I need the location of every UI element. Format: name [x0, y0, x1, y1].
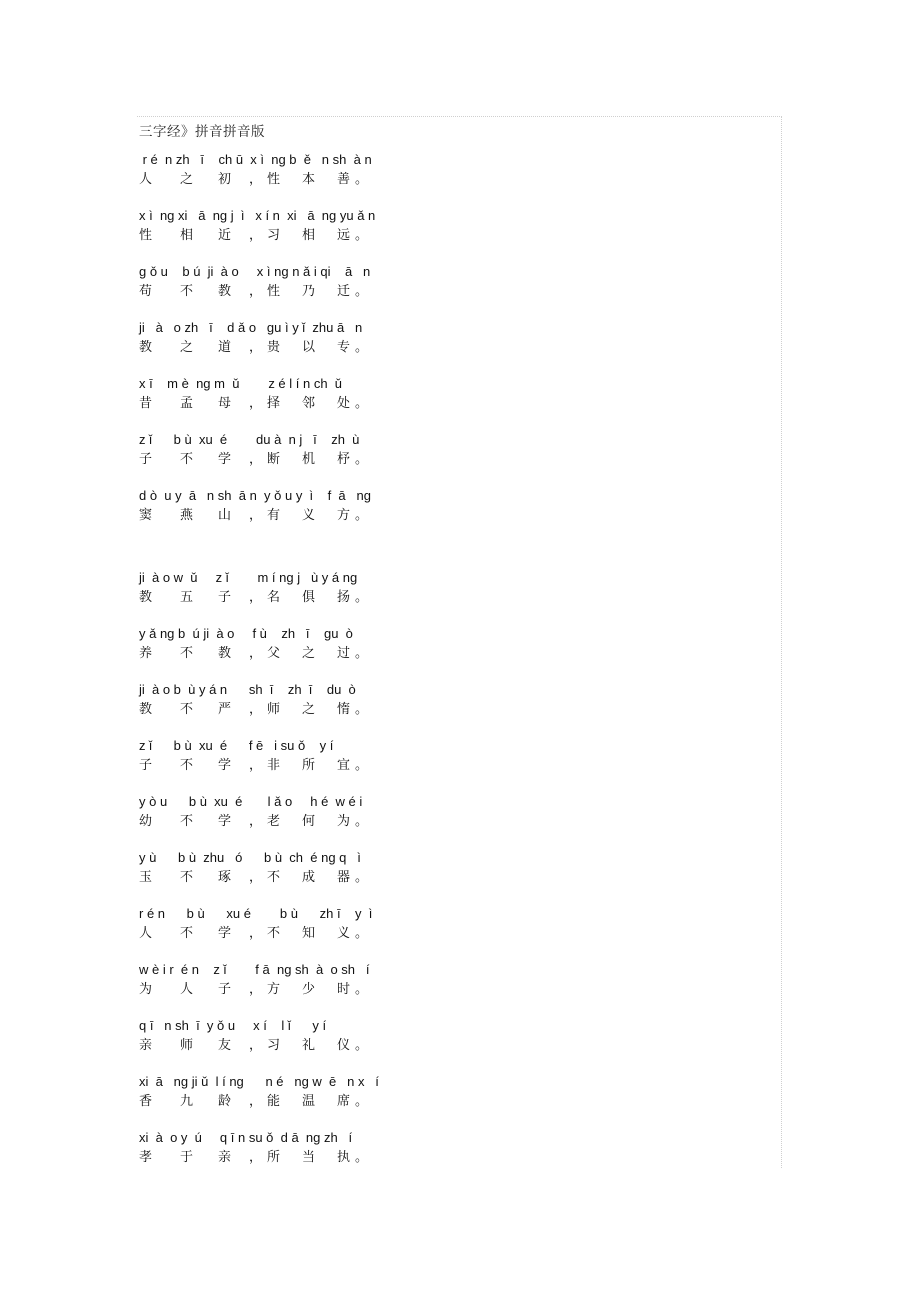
hanzi-char: ，	[249, 646, 263, 661]
hanzi-char: 苟	[139, 284, 153, 299]
hanzi-char: ，	[249, 758, 263, 773]
hanzi-char: ，	[249, 926, 263, 941]
hanzi-char: 为	[337, 814, 351, 829]
hanzi-char: 九	[180, 1094, 194, 1109]
hanzi-char: 琢	[218, 870, 232, 885]
hanzi-char: 学	[218, 452, 232, 467]
hanzi-char: 器	[337, 870, 351, 885]
hanzi-char: 教	[139, 702, 153, 717]
hanzi-char: ，	[249, 702, 263, 717]
hanzi-char: 母	[218, 396, 232, 411]
hanzi-line	[139, 1036, 439, 1056]
hanzi-char: 人	[180, 982, 194, 997]
hanzi-char: 义	[337, 926, 351, 941]
hanzi-char: 教	[139, 340, 153, 355]
hanzi-char: 不	[180, 646, 194, 661]
verse	[139, 1072, 439, 1112]
hanzi-char: 之	[302, 646, 316, 661]
hanzi-char: 。	[355, 758, 369, 773]
hanzi-char: 名	[267, 590, 281, 605]
hanzi-char: 学	[218, 758, 232, 773]
hanzi-char: ，	[249, 508, 263, 523]
hanzi-char: 习	[267, 1038, 281, 1053]
hanzi-char: 之	[180, 172, 194, 187]
hanzi-char: 学	[218, 926, 232, 941]
hanzi-char: 本	[302, 172, 316, 187]
verse	[139, 262, 439, 302]
hanzi-line	[139, 644, 439, 664]
hanzi-char: 礼	[302, 1038, 316, 1053]
hanzi-line	[139, 756, 439, 776]
hanzi-char: 玉	[139, 870, 153, 885]
pinyin-line: d ò u y ā n sh ā n y ǒ u y ì f ā ng	[139, 488, 371, 503]
hanzi-line	[139, 338, 439, 358]
pinyin-line: z ǐ b ù xu é f ē i su ǒ y í	[139, 738, 334, 753]
hanzi-char: ，	[249, 982, 263, 997]
hanzi-char: ，	[249, 870, 263, 885]
hanzi-char: 机	[302, 452, 316, 467]
hanzi-char: 所	[302, 758, 316, 773]
hanzi-char: 何	[302, 814, 316, 829]
verse	[139, 1128, 439, 1168]
hanzi-line	[139, 868, 439, 888]
verse	[139, 736, 439, 776]
pinyin-line: ji à o w ǔ z ǐ m í ng j ù y á ng	[139, 570, 358, 585]
hanzi-line	[139, 812, 439, 832]
hanzi-char: 方	[267, 982, 281, 997]
hanzi-char: 知	[302, 926, 316, 941]
hanzi-char: 不	[180, 702, 194, 717]
hanzi-char: 远	[337, 228, 351, 243]
hanzi-char: 龄	[218, 1094, 232, 1109]
hanzi-char: 。	[355, 452, 369, 467]
document-title: 三字经》拼音拼音版	[139, 124, 265, 140]
hanzi-char: 相	[302, 228, 316, 243]
hanzi-line	[139, 980, 439, 1000]
pinyin-line: g ǒ u b ú ji à o x ì ng n ǎ i qi ā n	[139, 264, 371, 279]
hanzi-char: 非	[267, 758, 281, 773]
hanzi-char: 不	[267, 870, 281, 885]
hanzi-char: ，	[249, 814, 263, 829]
hanzi-char: 。	[355, 1038, 369, 1053]
hanzi-char: 严	[218, 702, 232, 717]
verse	[139, 150, 439, 190]
pinyin-line: x ī m è ng m ǔ z é l í n ch ǔ	[139, 376, 343, 391]
pinyin-line: y ù b ù zhu ó b ù ch é ng q ì	[139, 850, 361, 865]
hanzi-char: ，	[249, 1094, 263, 1109]
verse	[139, 680, 439, 720]
hanzi-char: 于	[180, 1150, 194, 1165]
hanzi-char: ，	[249, 1150, 263, 1165]
pinyin-line: y ǎ ng b ú ji à o f ù zh ī gu ò	[139, 626, 353, 641]
hanzi-char: 子	[139, 452, 153, 467]
hanzi-char: 宜	[337, 758, 351, 773]
hanzi-char: 不	[180, 452, 194, 467]
verse	[139, 430, 439, 470]
hanzi-char: 所	[267, 1150, 281, 1165]
hanzi-char: 学	[218, 814, 232, 829]
hanzi-char: 道	[218, 340, 232, 355]
pinyin-line: xi à o y ú q ī n su ǒ d ā ng zh í	[139, 1130, 353, 1145]
hanzi-char: 父	[267, 646, 281, 661]
hanzi-char: ，	[249, 284, 263, 299]
hanzi-char: 师	[180, 1038, 194, 1053]
hanzi-char: 孝	[139, 1150, 153, 1165]
hanzi-char: 教	[218, 284, 232, 299]
hanzi-char: 杼	[337, 452, 351, 467]
hanzi-char: 义	[302, 508, 316, 523]
hanzi-char: 少	[302, 982, 316, 997]
hanzi-char: 乃	[302, 284, 316, 299]
hanzi-char: 之	[302, 702, 316, 717]
hanzi-char: 不	[267, 926, 281, 941]
hanzi-char: 善	[337, 172, 351, 187]
hanzi-char: 相	[180, 228, 194, 243]
hanzi-char: 五	[180, 590, 194, 605]
hanzi-char: 山	[218, 508, 232, 523]
hanzi-char: 迁	[337, 284, 351, 299]
hanzi-char: 友	[218, 1038, 232, 1053]
hanzi-char: 贵	[267, 340, 281, 355]
hanzi-char: 。	[355, 172, 369, 187]
hanzi-line	[139, 1092, 439, 1112]
hanzi-char: 。	[355, 646, 369, 661]
hanzi-char: 惰	[337, 702, 351, 717]
hanzi-char: 性	[267, 172, 281, 187]
hanzi-char: ，	[249, 452, 263, 467]
hanzi-char: 人	[139, 172, 153, 187]
hanzi-char: 不	[180, 814, 194, 829]
hanzi-char: 之	[180, 340, 194, 355]
hanzi-char: 不	[180, 758, 194, 773]
hanzi-char: 性	[139, 228, 153, 243]
hanzi-char: 。	[355, 590, 369, 605]
hanzi-char: 。	[355, 926, 369, 941]
hanzi-char: 亲	[218, 1150, 232, 1165]
hanzi-char: 。	[355, 396, 369, 411]
pinyin-line: q ī n sh ī y ǒ u x í l ǐ y í	[139, 1018, 327, 1033]
hanzi-char: 。	[355, 870, 369, 885]
verse	[139, 486, 439, 526]
hanzi-char: 断	[267, 452, 281, 467]
hanzi-char: 子	[139, 758, 153, 773]
hanzi-char: 扬	[337, 590, 351, 605]
hanzi-char: 子	[218, 590, 232, 605]
pinyin-line: r é n b ù xu é b ù zh ī y ì	[139, 906, 373, 921]
verse	[139, 1016, 439, 1056]
verse	[139, 568, 439, 608]
hanzi-line	[139, 924, 439, 944]
hanzi-char: ，	[249, 1038, 263, 1053]
hanzi-char: 性	[267, 284, 281, 299]
hanzi-char: 人	[139, 926, 153, 941]
hanzi-char: 。	[355, 1094, 369, 1109]
hanzi-char: ，	[249, 228, 263, 243]
hanzi-char: 教	[139, 590, 153, 605]
hanzi-char: 。	[355, 814, 369, 829]
hanzi-line	[139, 506, 439, 526]
pinyin-line: z ǐ b ù xu é du à n j ī zh ù	[139, 432, 360, 447]
hanzi-char: 仪	[337, 1038, 351, 1053]
verse	[139, 318, 439, 358]
hanzi-char: 。	[355, 340, 369, 355]
hanzi-char: 温	[302, 1094, 316, 1109]
hanzi-char: 以	[302, 340, 316, 355]
hanzi-line	[139, 450, 439, 470]
pinyin-line: x ì ng xi ā ng j ì x í n xi ā ng yu ǎ n	[139, 208, 376, 223]
verse	[139, 624, 439, 664]
hanzi-char: 。	[355, 284, 369, 299]
pinyin-line: y ò u b ù xu é l ǎ o h é w é i	[139, 794, 363, 809]
hanzi-char: 时	[337, 982, 351, 997]
hanzi-char: 燕	[180, 508, 194, 523]
pinyin-line: r é n zh ī ch ū x ì ng b ě n sh à n	[139, 152, 372, 167]
verse	[139, 206, 439, 246]
hanzi-char: ，	[249, 396, 263, 411]
hanzi-char: 邻	[302, 396, 316, 411]
hanzi-char: 亲	[139, 1038, 153, 1053]
hanzi-char: 不	[180, 284, 194, 299]
hanzi-char: 。	[355, 508, 369, 523]
verse	[139, 960, 439, 1000]
hanzi-line	[139, 170, 439, 190]
hanzi-char: 专	[337, 340, 351, 355]
hanzi-char: 。	[355, 228, 369, 243]
hanzi-char: 香	[139, 1094, 153, 1109]
hanzi-char: 当	[302, 1150, 316, 1165]
hanzi-char: 能	[267, 1094, 281, 1109]
hanzi-char: 不	[180, 870, 194, 885]
hanzi-line	[139, 588, 439, 608]
hanzi-line	[139, 700, 439, 720]
hanzi-char: 初	[218, 172, 232, 187]
hanzi-char: 幼	[139, 814, 153, 829]
hanzi-char: 成	[302, 870, 316, 885]
hanzi-char: 子	[218, 982, 232, 997]
hanzi-char: 席	[337, 1094, 351, 1109]
hanzi-char: 窦	[139, 508, 153, 523]
hanzi-char: ，	[249, 590, 263, 605]
hanzi-line	[139, 1148, 439, 1168]
hanzi-char: 俱	[302, 590, 316, 605]
hanzi-char: 师	[267, 702, 281, 717]
pinyin-line: xi ā ng ji ǔ l í ng n é ng w ē n x í	[139, 1074, 379, 1089]
hanzi-char: 执	[337, 1150, 351, 1165]
hanzi-char: 方	[337, 508, 351, 523]
hanzi-char: 习	[267, 228, 281, 243]
hanzi-line	[139, 394, 439, 414]
hanzi-char: 近	[218, 228, 232, 243]
hanzi-char: 。	[355, 1150, 369, 1165]
hanzi-char: 孟	[180, 396, 194, 411]
pinyin-line: ji à o b ù y á n sh ī zh ī du ò	[139, 682, 356, 697]
hanzi-char: 。	[355, 982, 369, 997]
hanzi-char: 择	[267, 396, 281, 411]
pinyin-line: w è i r é n z ǐ f ā ng sh à o sh í	[139, 962, 370, 977]
hanzi-char: 昔	[139, 396, 153, 411]
pinyin-line: ji à o zh ī d ǎ o gu ì y ǐ zhu ā n	[139, 320, 363, 335]
hanzi-char: ，	[249, 172, 263, 187]
verse	[139, 792, 439, 832]
hanzi-char: 。	[355, 702, 369, 717]
hanzi-char: 有	[267, 508, 281, 523]
verse	[139, 848, 439, 888]
hanzi-char: 老	[267, 814, 281, 829]
hanzi-char: ，	[249, 340, 263, 355]
hanzi-line	[139, 226, 439, 246]
verse	[139, 904, 439, 944]
hanzi-char: 过	[337, 646, 351, 661]
hanzi-char: 不	[180, 926, 194, 941]
verse	[139, 374, 439, 414]
hanzi-char: 为	[139, 982, 153, 997]
hanzi-char: 养	[139, 646, 153, 661]
hanzi-line	[139, 282, 439, 302]
hanzi-char: 处	[337, 396, 351, 411]
hanzi-char: 教	[218, 646, 232, 661]
